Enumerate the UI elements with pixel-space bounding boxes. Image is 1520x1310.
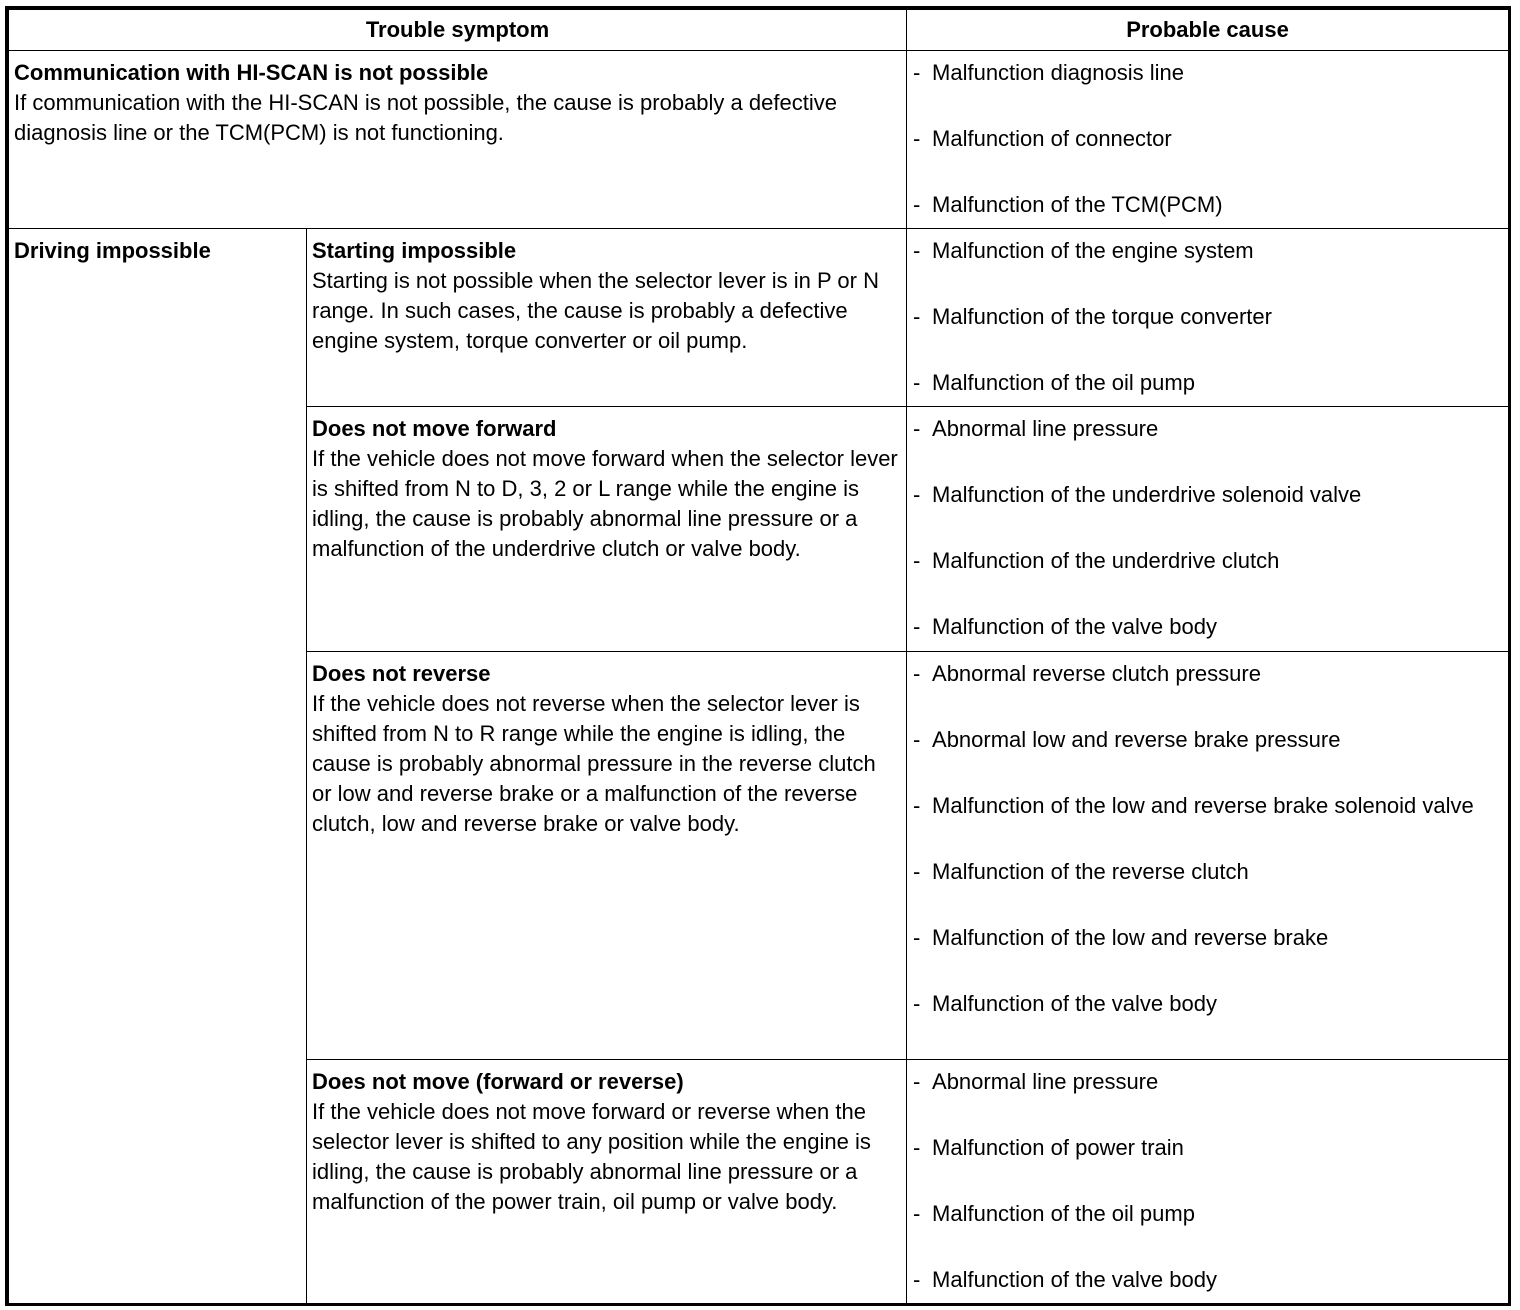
cause-item: - Malfunction of the underdrive solenoid valve	[913, 482, 1362, 507]
cause-cell	[907, 229, 1509, 407]
group-label: Driving impossible	[9, 229, 307, 1304]
symptom-cell	[9, 51, 907, 229]
cause-item: - Malfunction of the valve body	[913, 991, 1217, 1016]
cause-item: - Malfunction of the valve body	[913, 614, 1217, 639]
cause-item: - Malfunction of the TCM(PCM)	[913, 192, 1223, 217]
cause-cell	[907, 652, 1509, 1060]
cause-item: - Abnormal line pressure	[913, 1069, 1159, 1094]
table-row	[9, 51, 1509, 229]
cause-item: - Malfunction of power train	[913, 1135, 1184, 1160]
cause-cell	[907, 1060, 1509, 1304]
symptom-title: Does not move forward	[312, 416, 557, 441]
cause-item: - Malfunction of the low and reverse brake solenoid valve	[913, 793, 1474, 818]
symptom-cell	[307, 229, 907, 407]
cause-item: - Malfunction of the low and reverse brake	[913, 925, 1329, 950]
cause-item: - Malfunction of the underdrive clutch	[913, 548, 1280, 573]
cause-item: - Malfunction of connector	[913, 126, 1172, 151]
cause-item: - Malfunction of the valve body	[913, 1267, 1217, 1292]
header-trouble-symptom: Trouble symptom	[9, 10, 907, 51]
symptom-cell	[307, 407, 907, 652]
header-row	[9, 10, 1509, 51]
trouble-symptom-table	[8, 9, 1509, 1304]
cause-item: - Abnormal reverse clutch pressure	[913, 661, 1261, 686]
cause-cell	[907, 407, 1509, 652]
table-row	[9, 229, 1509, 407]
symptom-cell	[307, 652, 907, 1060]
cause-item: - Malfunction of the torque converter	[913, 304, 1272, 329]
header-probable-cause: Probable cause	[907, 10, 1509, 51]
symptom-description: If the vehicle does not move forward or reverse when the selector lever is shifted to any position while the engine is idling, the cause is probably abnormal line pressure or a malfunction of the power train, oil pump or valve body.	[312, 1099, 871, 1214]
cause-item: - Abnormal low and reverse brake pressure	[913, 727, 1341, 752]
cause-item: - Abnormal line pressure	[913, 416, 1159, 441]
cause-item: - Malfunction of the oil pump	[913, 370, 1195, 395]
symptom-title: Starting impossible	[312, 238, 517, 263]
cause-cell	[907, 51, 1509, 229]
symptom-title: Does not reverse	[312, 661, 491, 686]
trouble-table-frame	[5, 6, 1511, 1306]
symptom-description: If the vehicle does not move forward when the selector lever is shifted from N to D, 3, 2 or L range while the engine is idling, the cause is probably abnormal line pressure or a malfunction of the underdrive clutch or valve body.	[312, 446, 898, 561]
symptom-description: If the vehicle does not reverse when the selector lever is shifted from N to R range while the engine is idling, the cause is probably abnormal pressure in the reverse clutch or low and reverse brake or a malfunction of the reverse clutch, low and reverse brake or valve body.	[312, 691, 876, 836]
symptom-title: Does not move (forward or reverse)	[312, 1069, 684, 1094]
symptom-cell	[307, 1060, 907, 1304]
cause-item: - Malfunction of the engine system	[913, 238, 1254, 263]
cause-item: - Malfunction of the oil pump	[913, 1201, 1195, 1226]
symptom-description: If communication with the HI-SCAN is not possible, the cause is probably a defective diagnosis line or the TCM(PCM) is not functioning.	[14, 90, 837, 145]
cause-item: - Malfunction diagnosis line	[913, 60, 1184, 85]
symptom-title: Communication with HI-SCAN is not possible	[14, 60, 489, 85]
cause-item: - Malfunction of the reverse clutch	[913, 859, 1249, 884]
symptom-description: Starting is not possible when the selector lever is in P or N range. In such cases, the cause is probably a defective engine system, torque converter or oil pump.	[312, 268, 879, 353]
